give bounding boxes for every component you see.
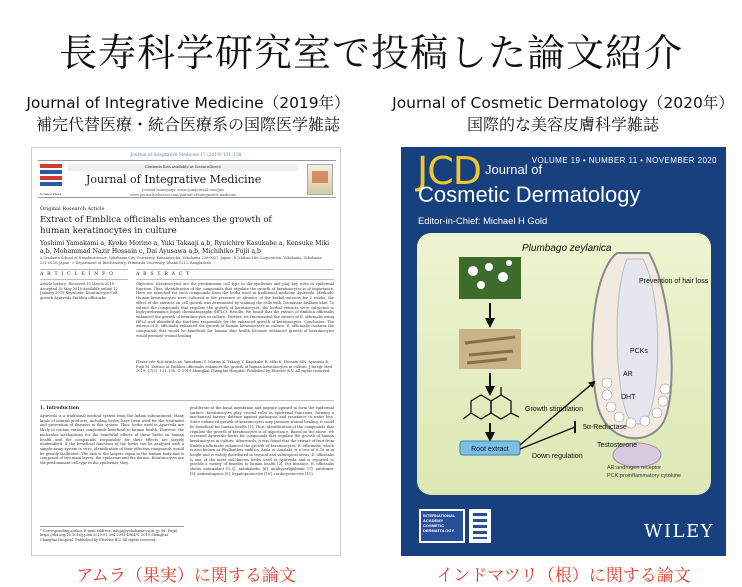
reductase-label: 5α-Reductase [583,424,627,431]
paper-source-line: Journal of Integrative Medicine 17 (2019) 131–138 [130,153,242,158]
ar-note: AR:androgen receptor [607,465,662,471]
testosterone-label: Testosterone [597,442,638,449]
pcks-label: PCKs [630,348,648,355]
plant-name: Plumbago zeylanica [522,243,612,254]
article-info: Article history: Received 19 March 2018 Accepted 18 May 2018 Available online 12 January 2019 Keywords: Keratinocyte Cell growth Ayurveda Emblica officinalis [40,282,118,301]
article-authors: Yoshimi Yamakami a, Kyoko Morino a, Yuki Takaaji a,b, Ryuichiro Kasukabe a, Kensuke Miki a,b, Mohammad Nazir Hossain c, Dai Ayusawa a,b, Michihiko Fujii a,b [40,240,330,255]
left-header [18,92,358,136]
society-emblem [469,509,491,543]
publisher-logo: WILEY [643,521,714,542]
paper-first-page [31,147,341,556]
cover-journal-name: Cosmetic Dermatology [418,182,641,207]
prevention-label: Prevention of hair loss [639,278,709,285]
journal-name: Journal of Integrative Medicine [86,173,262,186]
cover-illustration [417,233,711,495]
editor-line: Editor-in-Chief: Michael H Gold [418,215,548,226]
divider [40,269,128,270]
divider [136,279,334,280]
root-extract-label: Root extract [471,446,509,453]
divider [136,269,334,270]
right-journal-description: 国際的な美容皮膚科学雑誌 [466,115,659,134]
left-journal-description: 補完代替医療・統合医療系の国際医学雑誌 [35,115,340,134]
journal-url [68,188,298,197]
article-affiliations: a Graduate School of Nanobioscience, Yokohama City University, Kanazawa-ku, Yokohama 236-0027, Japan · b Ichiban Life Corporation, Yokohama, Yokohama 231-0028, Japan · c Department of Biochemistry, Primeasia University, Dhaka 1213, Bangladesh [40,256,322,265]
science-press-logo [40,164,62,194]
journal-url-1: journal homepage: www.jcimjournal.com/jim [142,188,224,192]
journal-of-text: Journal of [485,162,543,177]
left-caption: アムラ（果実）に関する論文 [76,566,296,586]
left-journal-title: Journal of Integrative Medicine（2019年） [26,94,350,112]
journal-url-2: www.journals.elsevier.com/journal-of-integrative-medicine [129,192,237,197]
jcd-logo: JCD [417,149,482,193]
down-regulation-label: Down regulation [532,453,583,460]
abstract-heading: A B S T R A C T [136,272,191,277]
article-info-heading: A R T I C L E I N F O [40,272,115,277]
intro-column-2: proliferate at the basal membrane and migrate upward to form the epidermal surface. Keratinocytes play crucial roles in epidermal functions, forming a mechanical barrier, defense against pathogens and resistance to water loss. Since enhanced growth of keratinocytes may promote wound healing, it could be beneficial for human health [1]. Thus, identification of the compounds that regulate the growth of keratinocytes is of importance. Based on the above, we screened Ayurvedic herbs for compounds that regulate the growth of human keratinocytes in culture. Afterwards, it was found that the extract of fruit from Emblica officinalis enhanced the growth of keratinocytes. E. officinalis, which is also known as Phyllanthus emblica, Amla or Amalaki, is a tree of 8–18 m in height and is widely distributed in tropical and subtropical areas. E. officinalis is one of the most well-known herbs used in Ayurveda and is reported to provide a variety of benefits to human health [2]. For instance, E. officinalis shows antioxidant [3–5], antidiabetic [6], antihyperlipidemic [7], antitumor [8], antimutagenic [9], hepatoprotective [10], cardioprotective [11], [190,406,334,476]
citation-text: Please cite this article as: Yamakami Y, Morino K, Takaaji Y, Kasukabe R, Miki K, Hossain MN, Ayusawa D, Fujii M. Extract of Emblica officinalis enhances the growth of human keratinocytes in culture. J Integr Med. 2019; 17(2): 131–138. © 2019 Shanghai Changhai Hospital. Published by Elsevier B.V. All rights reserved. [136,360,334,374]
volume-line: VOLUME 19 • NUMBER 11 • NOVEMBER 2020 [531,156,717,165]
right-caption: インドマツリ（根）に関する論文 [436,566,691,586]
pck-note: PCK:proinflammatory cytokine [607,473,681,479]
paper-footnote: * Corresponding author. E-mail address: mfujii@yokohama-cu.ac.jp (M. Fujii). https://doi.org/10.1016/j.joim.2019.01.004 2095-4964/© 2019 Shanghai Changhai Hospital. Published by Elsevier B.V. All rights reserved. [40,526,184,542]
slide-title: 長寿科学研究室で投稿した論文紹介 [58,31,683,75]
divider [40,279,128,280]
right-header [384,92,742,136]
growth-stimulation-label: Growth stimulation [525,406,583,413]
society-text: INTERNATIONAL ACADEMY COSMETIC DERMATOLOGY [421,511,463,541]
journal-masthead [38,160,336,198]
cover-figure [417,233,711,495]
society-logo [419,509,465,543]
journal-cover [401,147,726,556]
intro-heading: 1. Introduction [40,406,80,411]
abstract-text: Objective: Keratinocytes are the predominant cell type in the epidermis and play key roles in epidermal function. Thus, identification of the compounds that regulate the growth of keratinocytes is of importance. Here we searched for such compounds from the herbs used in traditional medicine Ayurveda. Methods: Human keratinocytes were cultured in the presence or absence of the herbal extracts for 2 weeks; the effect of the extracts on cell growth was determined by staining the cells with Coomassie brilliant blue. To extract the compounds that regulate the growth of keratinocytes, the herbal extracts were subjected to high-performance liquid chromatography (HPLC). Results: We found that the extract of Emblica officinalis enhanced the growth of keratinocytes in culture. Further, we fractionated the extract of E. officinalis using HPLC and identified the fractions responsible for the enhanced growth of keratinocytes. Conclusion: The extract of E. officinalis enhanced the growth of human keratinocytes in culture. E. officinalis contains the compounds that would be beneficial for human skin health because enhanced growth of keratinocytes would promote wound healing. [136,282,334,338]
dht-label: DHT [621,394,636,401]
ar-label: AR [623,371,633,378]
contents-line: Contents lists available at ScienceDirect [68,164,298,171]
publisher-name: Science Press [40,192,62,196]
article-type: Original Research Article [40,206,105,212]
journal-cover-thumbnail [307,164,333,195]
divider [40,400,334,401]
right-journal-title: Journal of Cosmetic Dermatology（2020年） [392,94,734,112]
intro-column-1: Ayurveda is a traditional medical system from the Indian subcontinent. Many kinds of natural products, including herbs, have been used for the treatment and prevention of diseases in this system. Thus, herbs used in Ayurveda are likely to contain various compounds beneficial to human health. However, the molecular mechanisms for the beneficial effects of these herbs on human health and the compounds responsible for their effects are largely unidentified. If the beneficial functions of the herbs can be analyzed with a simple assay system in vitro, identification of their effective compounds would be greatly facilitated. The skin is the largest organ in the human body and is composed of two main layers: the epidermis and the dermis. Keratinocytes are the predominant cell type in the epidermis; they [40,414,184,466]
molecule-structure [463,387,519,419]
article-title: Extract of Emblica officinalis enhances the growth of human keratinocytes in culture [40,215,272,236]
